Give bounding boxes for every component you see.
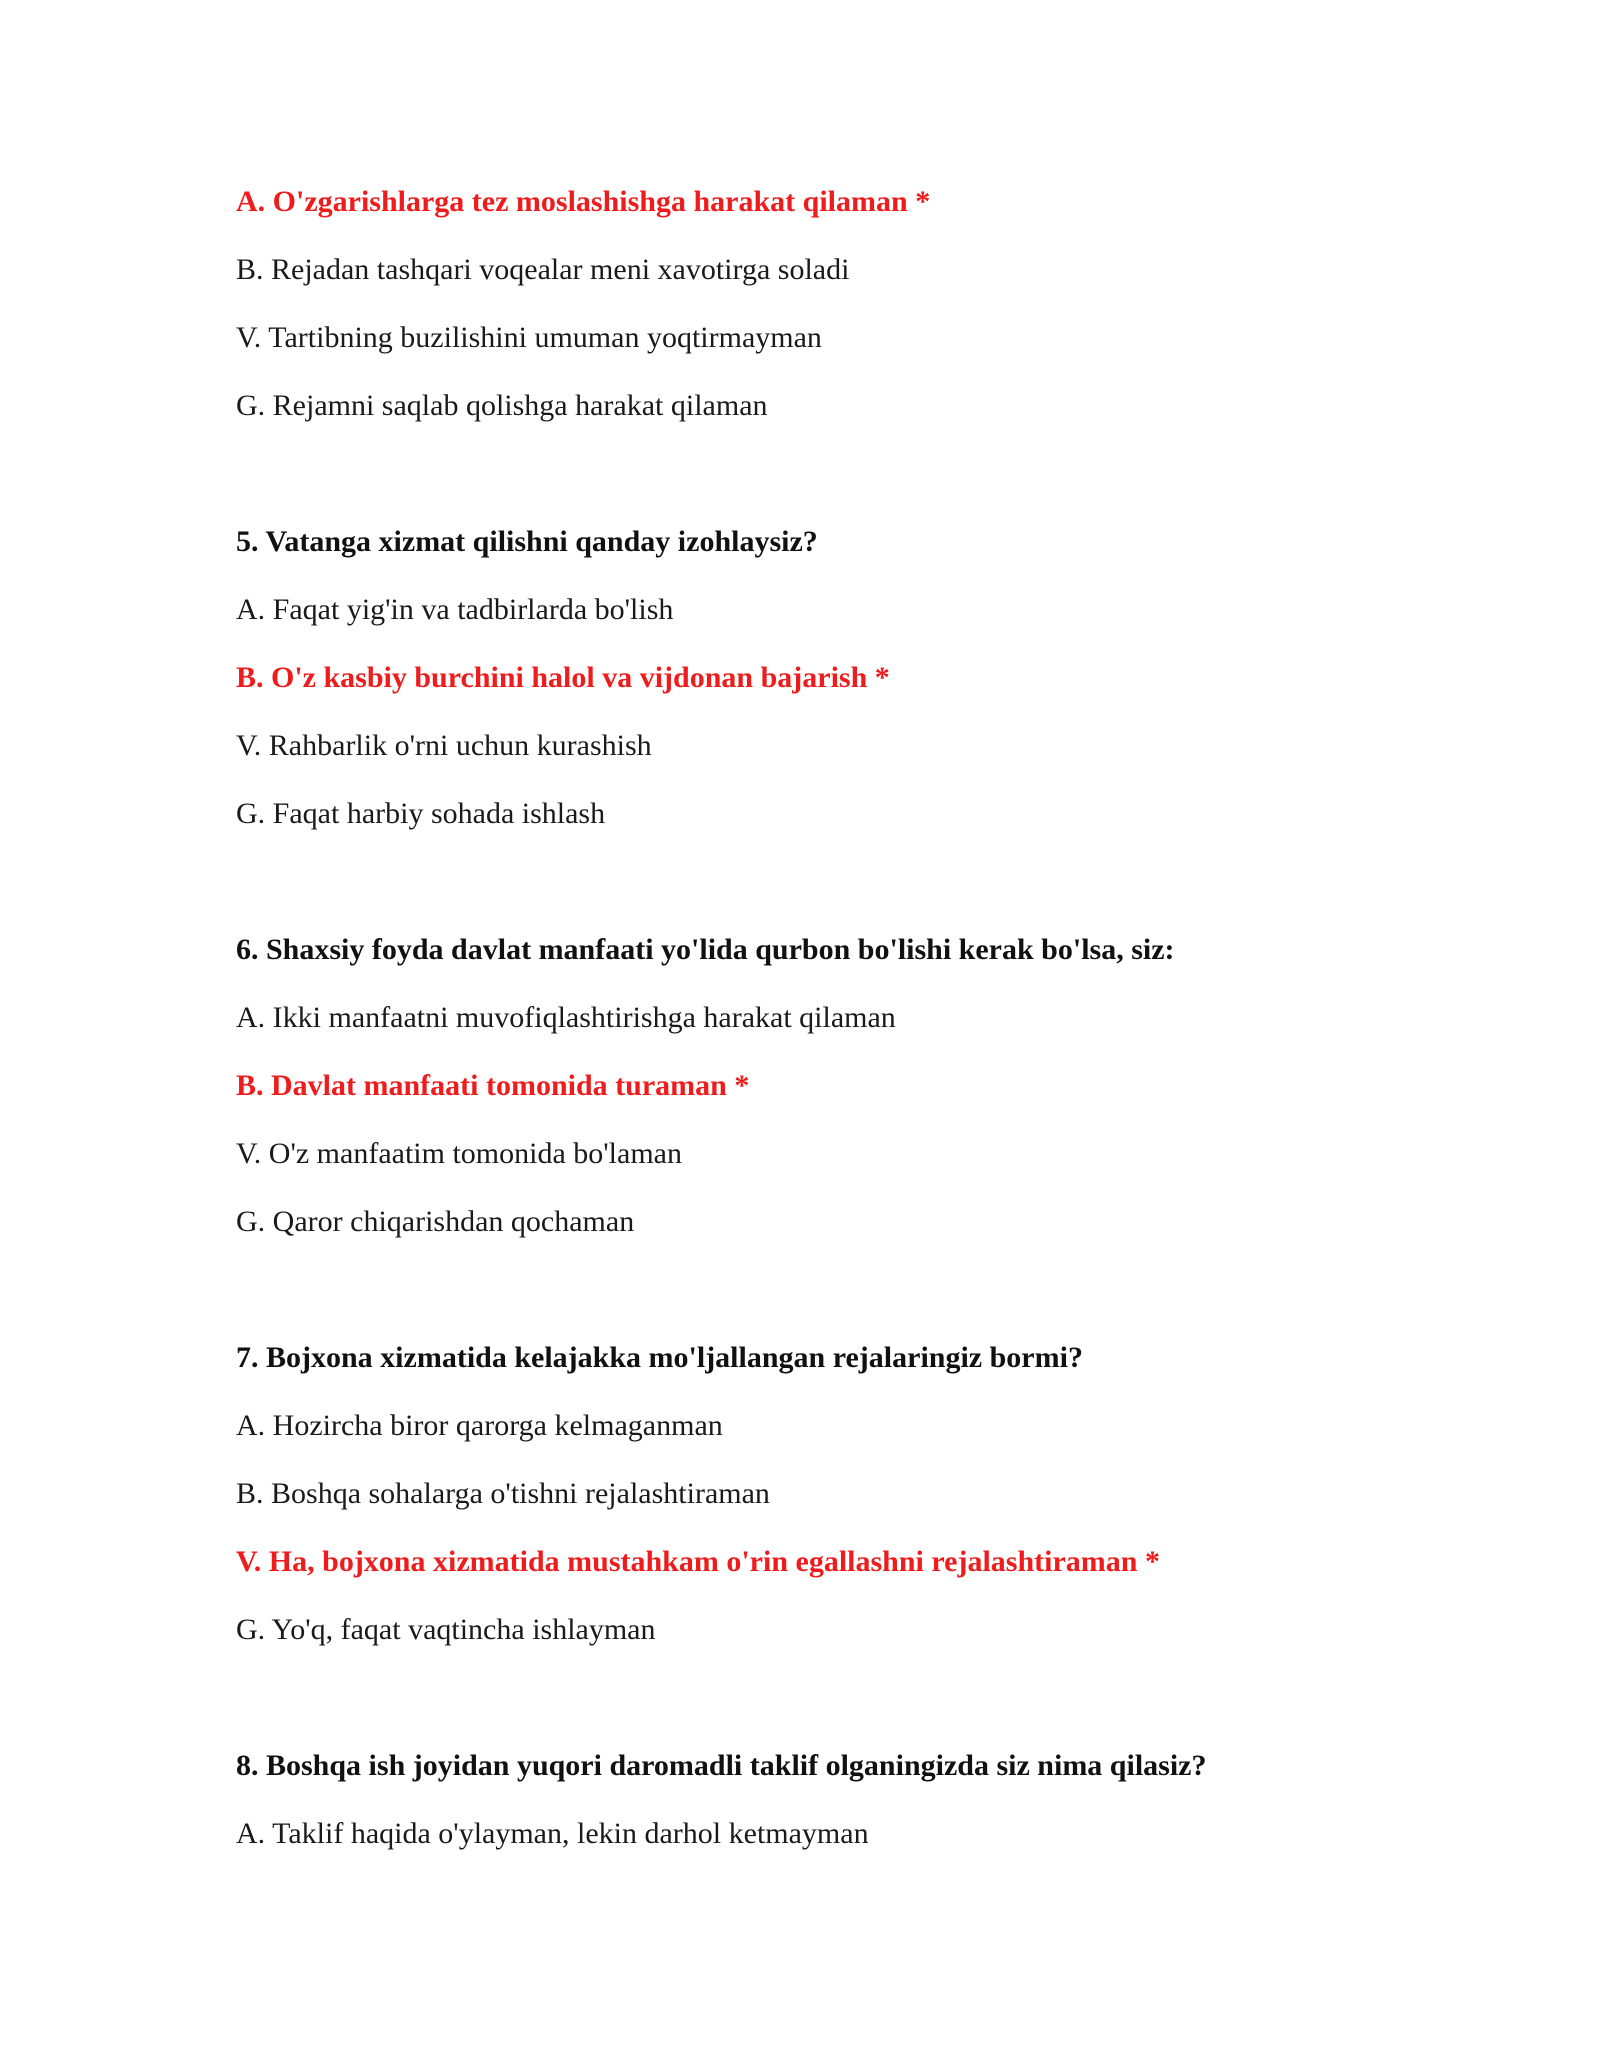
answer-option-correct: V. Ha, bojxona xizmatida mustahkam o'rin egallashni rejalashtiraman *	[236, 1545, 1160, 1578]
answer-option: A. Faqat yig'in va tadbirlarda bo'lish	[236, 593, 674, 626]
answer-option: V. Tartibning buzilishini umuman yoqtirmayman	[236, 321, 822, 354]
question-block	[236, 932, 1416, 1240]
answer-option: A. Taklif haqida o'ylayman, lekin darhol ketmayman	[236, 1817, 869, 1850]
answer-option-correct: B. O'z kasbiy burchini halol va vijdonan bajarish *	[236, 661, 890, 694]
answer-option: V. Rahbarlik o'rni uchun kurashish	[236, 729, 652, 762]
question-block	[236, 524, 1416, 832]
answer-option-correct: B. Davlat manfaati tomonida turaman *	[236, 1069, 750, 1102]
question-block	[236, 184, 1416, 424]
question-block	[236, 1748, 1416, 1852]
question-text: 7. Bojxona xizmatida kelajakka mo'ljallangan rejalaringiz bormi?	[236, 1341, 1083, 1374]
question-text: 8. Boshqa ish joyidan yuqori daromadli taklif olganingizda siz nima qilasiz?	[236, 1749, 1207, 1782]
answer-option: A. Ikki manfaatni muvofiqlashtirishga harakat qilaman	[236, 1001, 896, 1034]
answer-option: V. O'z manfaatim tomonida bo'laman	[236, 1137, 682, 1170]
answer-option-correct: A. O'zgarishlarga tez moslashishga harakat qilaman *	[236, 185, 931, 218]
question-text: 6. Shaxsiy foyda davlat manfaati yo'lida qurbon bo'lishi kerak bo'lsa, siz:	[236, 933, 1175, 966]
answer-option: G. Rejamni saqlab qolishga harakat qilaman	[236, 389, 768, 422]
answer-option: G. Qaror chiqarishdan qochaman	[236, 1205, 635, 1238]
answer-option: A. Hozircha biror qarorga kelmaganman	[236, 1409, 723, 1442]
question-text: 5. Vatanga xizmat qilishni qanday izohlaysiz?	[236, 525, 818, 558]
answer-option: G. Faqat harbiy sohada ishlash	[236, 797, 606, 830]
answer-option: B. Boshqa sohalarga o'tishni rejalashtiraman	[236, 1477, 770, 1510]
answer-option: G. Yo'q, faqat vaqtincha ishlayman	[236, 1613, 656, 1646]
answer-option: B. Rejadan tashqari voqealar meni xavotirga soladi	[236, 253, 850, 286]
quiz-content	[236, 184, 1416, 1884]
question-block	[236, 1340, 1416, 1648]
